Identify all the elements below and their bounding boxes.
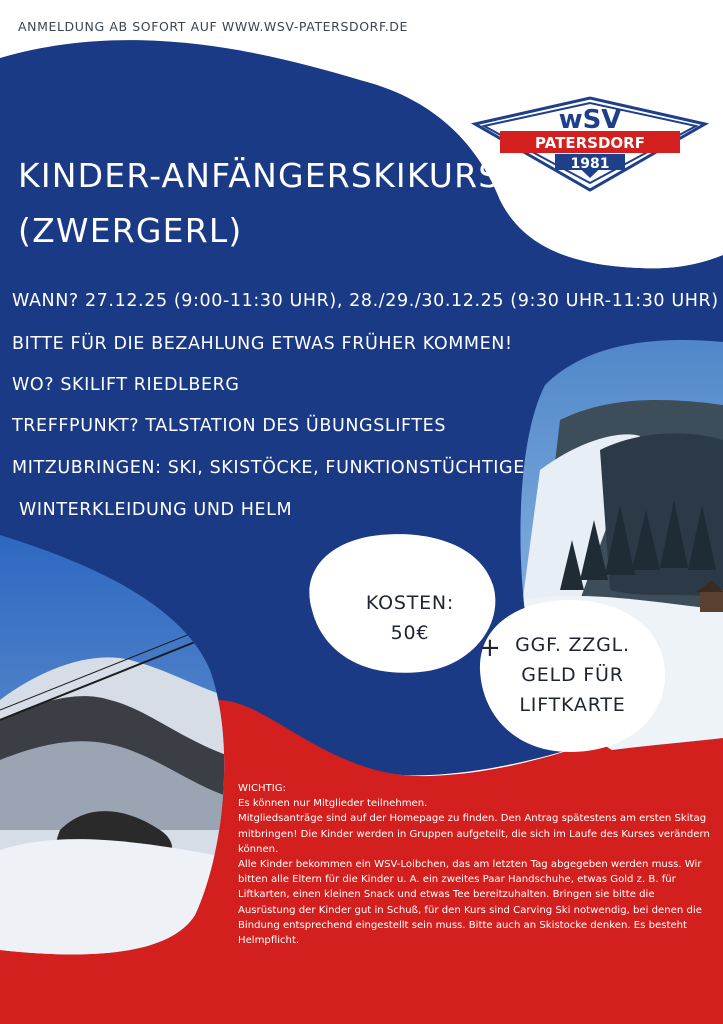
important-notice xyxy=(238,781,714,948)
cost-amount: 50€ xyxy=(390,622,430,644)
svg-text:wSV: wSV xyxy=(558,105,622,135)
cost-text xyxy=(325,588,495,648)
extra-line-1: GGF. ZZGL. xyxy=(515,634,630,656)
svg-text:PATERSDORF: PATERSDORF xyxy=(535,134,645,152)
info-payment: BITTE FÜR DIE BEZAHLUNG ETWAS FRÜHER KOMMEN! xyxy=(12,334,513,354)
course-title xyxy=(18,148,500,258)
extra-line-3: LIFTKARTE xyxy=(519,694,626,716)
info-where: WO? SKILIFT RIEDLBERG xyxy=(12,375,240,395)
notice-paragraph-2: Mitgliedsanträge sind auf der Homepage zu finden. Den Antrag spätestens am ersten Skitag mitbringen! Die Kinder werden in Gruppen aufgeteilt, die sich im Laufe des Kurses verändern können. xyxy=(238,813,710,855)
extra-cost-text xyxy=(490,630,655,720)
plus-sign: + xyxy=(479,633,501,663)
cost-label: KOSTEN: xyxy=(365,592,455,614)
info-bring-2: WINTERKLEIDUNG UND HELM xyxy=(19,500,293,520)
svg-text:1981: 1981 xyxy=(570,156,610,172)
info-meeting: TREFFPUNKT? TALSTATION DES ÜBUNGSLIFTES xyxy=(12,416,447,436)
notice-heading: WICHTIG: xyxy=(238,783,286,794)
registration-line[interactable]: ANMELDUNG AB SOFORT AUF WWW.WSV-PATERSDORF.DE xyxy=(18,19,409,34)
title-line-2: (ZWERGERL) xyxy=(18,211,243,250)
title-line-1: KINDER-ANFÄNGERSKIKURS xyxy=(18,156,501,195)
info-when: WANN? 27.12.25 (9:00-11:30 UHR), 28./29./30.12.25 (9:30 UHR-11:30 UHR) xyxy=(12,291,719,311)
info-bring-1: MITZUBRINGEN: SKI, SKISTÖCKE, FUNKTIONSTÜCHTIGE xyxy=(12,458,525,478)
notice-paragraph-1: Es können nur Mitglieder teilnehmen. xyxy=(238,798,428,810)
notice-paragraph-3: Alle Kinder bekommen ein WSV-Loibchen, das am letzten Tag abgegeben werden muss. Wir bitten alle Eltern für die Kinder u. A. ein zweites Paar Handschuhe, etwas Gold z. B. für Liftkarten, einen kleinen Snack und etwas Tee bereitzuhalten. Bringen sie bitte die Ausrüstung der Kinder gut in Schuß, für den Kurs sind Carving Ski notwendig, bei denen die Bindung entsprechend eingestellt sein muss. Bitte auch an Skistocke denken. Es besteht Helmpflicht. xyxy=(238,859,702,947)
extra-line-2: GELD FÜR xyxy=(521,664,624,686)
